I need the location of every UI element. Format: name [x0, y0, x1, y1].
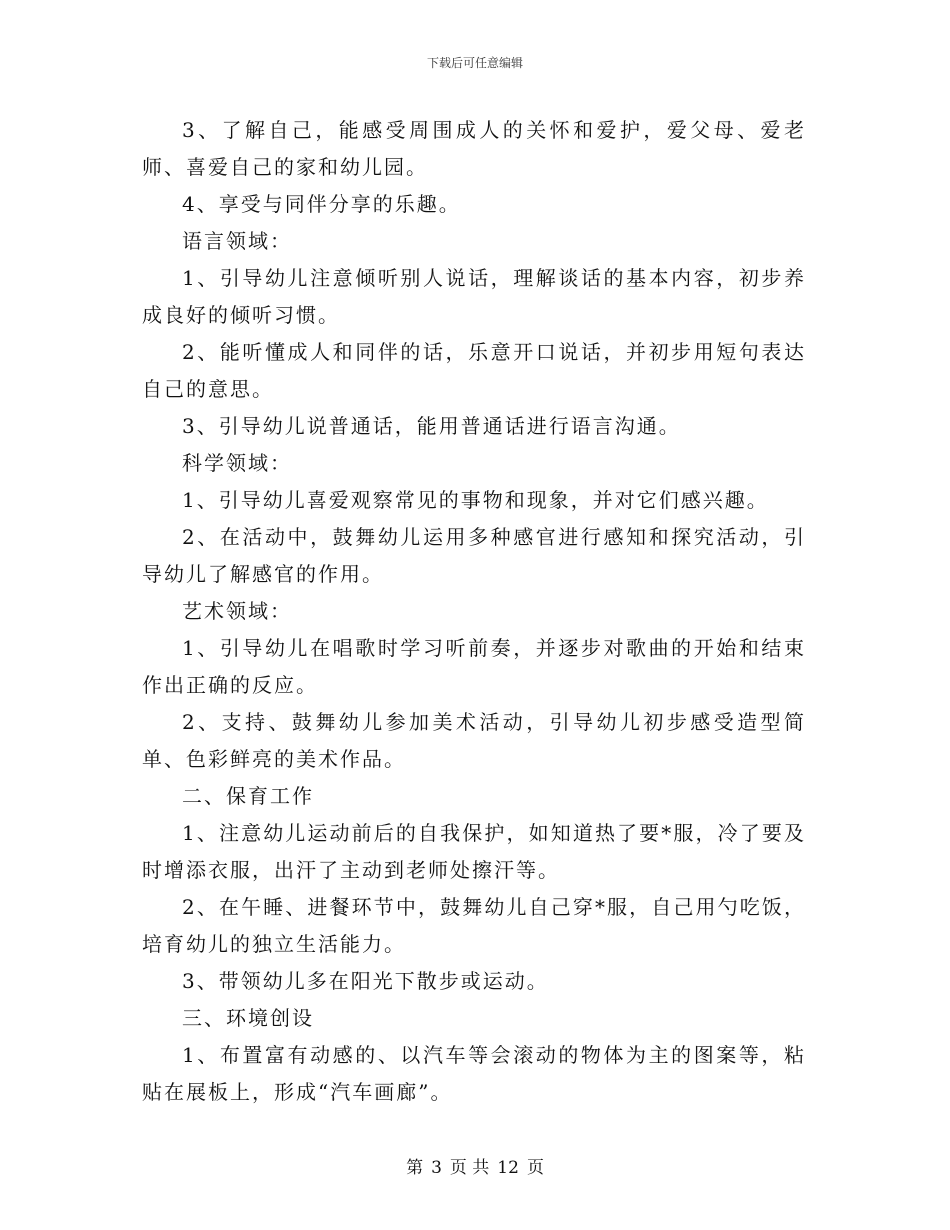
document-body	[142, 112, 806, 1111]
paragraph: 1、引导幼儿喜爱观察常见的事物和现象，并对它们感兴趣。	[182, 488, 769, 512]
footer-middle: 页 共	[449, 1158, 490, 1178]
paragraph: 1、引导幼儿注意倾听别人说话，理解谈话的基本内容，初步养成良好的倾听习惯。	[142, 266, 806, 327]
paragraph: 4、享受与同伴分享的乐趣。	[182, 192, 461, 216]
footer-prefix: 第	[406, 1158, 424, 1178]
paragraph: 1、引导幼儿在唱歌时学习听前奏，并逐步对歌曲的开始和结束作出正确的反应。	[142, 636, 806, 697]
section-heading: 三、环境创设	[182, 1006, 314, 1030]
section-heading: 语言领域：	[182, 229, 292, 253]
paragraph: 3、引导幼儿说普通话，能用普通话进行语言沟通。	[182, 414, 681, 438]
paragraph: 2、能听懂成人和同伴的话，乐意开口说话，并初步用短句表达自己的意思。	[142, 340, 806, 401]
section-heading: 科学领域：	[182, 451, 292, 475]
section-heading: 艺术领域：	[182, 599, 292, 623]
page-header: 下载后可任意编辑	[426, 56, 523, 70]
paragraph: 3、了解自己，能感受周围成人的关怀和爱护，爱父母、爱老师、喜爱自己的家和幼儿园。	[142, 118, 806, 179]
paragraph: 2、在午睡、进餐环节中，鼓舞幼儿自己穿*服，自己用勺吃饭，培育幼儿的独立生活能力。	[142, 895, 806, 956]
paragraph: 2、支持、鼓舞幼儿参加美术活动，引导幼儿初步感受造型简单、色彩鲜亮的美术作品。	[142, 710, 806, 771]
page-footer	[0, 1153, 950, 1178]
paragraph: 2、在活动中，鼓舞幼儿运用多种感官进行感知和探究活动，引导幼儿了解感官的作用。	[142, 525, 806, 586]
footer-suffix: 页	[526, 1158, 544, 1178]
paragraph: 1、注意幼儿运动前后的自我保护，如知道热了要*服，冷了要及时增添衣服，出汗了主动到老师处擦汗等。	[142, 821, 806, 882]
total-pages-number: 12	[497, 1158, 519, 1178]
section-heading: 二、保育工作	[182, 784, 314, 808]
paragraph: 1、布置富有动感的、以汽车等会滚动的物体为主的图案等，粘贴在展板上，形成“汽车画廊”。	[142, 1043, 806, 1104]
current-page-number: 3	[431, 1158, 442, 1178]
paragraph: 3、带领幼儿多在阳光下散步或运动。	[182, 969, 549, 993]
